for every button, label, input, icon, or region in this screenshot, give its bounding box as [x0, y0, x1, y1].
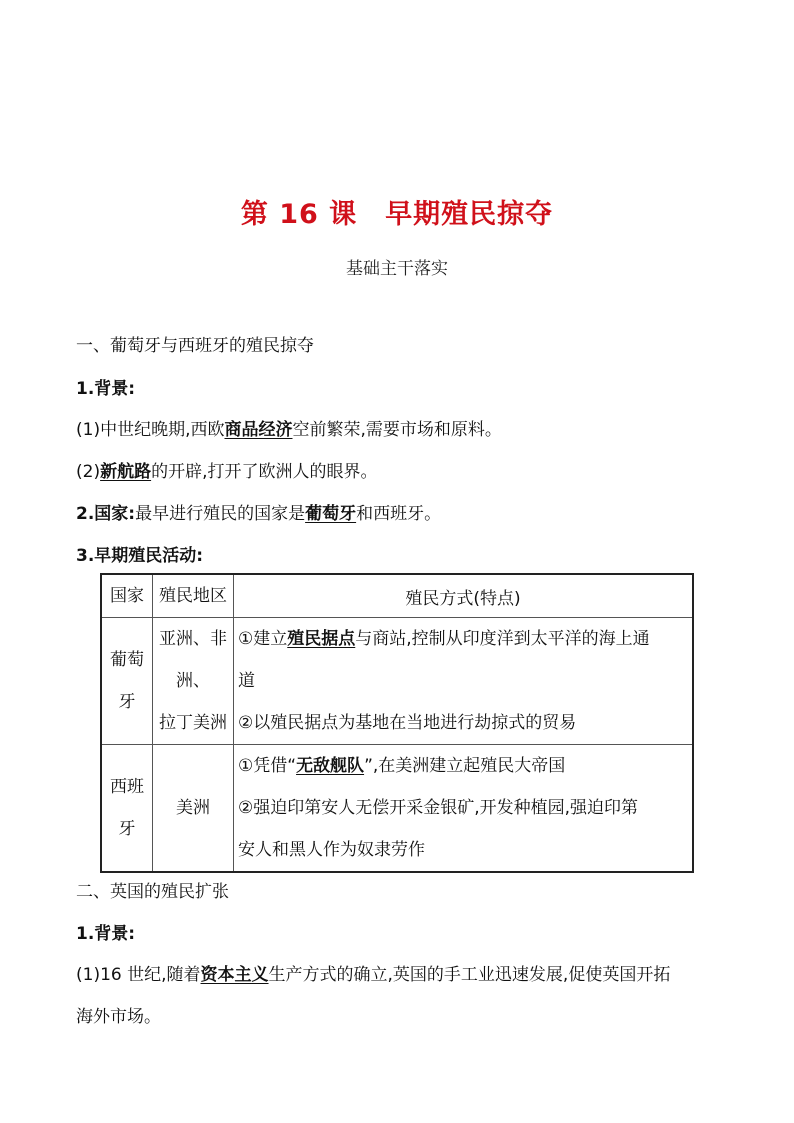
section1-background-item-2 [76, 460, 378, 484]
table-row-spain [101, 745, 693, 873]
section1-background-label: 1.背景: [76, 379, 136, 399]
section2-background-label: 1.背景: [76, 924, 136, 944]
country-label: 2.国家: [76, 504, 136, 524]
cell-region-portugal: 亚洲、非 洲、 拉丁美洲 [153, 618, 234, 745]
section2-heading: 二、英国的殖民扩张 [76, 882, 229, 902]
key-term-invincible-armada: 无敌舰队 [296, 756, 365, 776]
key-term-commodity-economy: 商品经济 [224, 420, 293, 440]
section2-background-item-1-line1: (1)16 世纪,随着资本主义生产方式的确立,英国的手工业迅速发展,促使英国开拓 [76, 965, 671, 985]
key-term-portugal: 葡萄牙 [305, 504, 357, 524]
cell-method-portugal: ①建立殖民据点与商站,控制从印度洋到太平洋的海上通 道 ②以殖民据点为基地在当地进行劫掠式的贸易 [234, 618, 694, 745]
table-header-row [101, 574, 693, 618]
cell-region-spain: 美洲 [153, 745, 234, 873]
header-country: 国家 [101, 574, 153, 618]
section1-country [76, 502, 441, 526]
cell-country-spain: 西班 牙 [101, 745, 153, 873]
key-term-capitalism: 资本主义 [200, 965, 269, 985]
bg1-prefix: (1)中世纪晚期,西欧 [76, 420, 225, 440]
section1-background-item-1 [76, 418, 502, 442]
page-subtitle: 基础主干落实 [346, 259, 448, 279]
country-suffix: 和西班牙。 [356, 504, 442, 524]
key-term-new-sea-route: 新航路 [100, 462, 152, 482]
section1-heading: 一、葡萄牙与西班牙的殖民掠夺 [76, 336, 314, 356]
table-row-portugal [101, 618, 693, 745]
cell-country-portugal: 葡萄 牙 [101, 618, 153, 745]
bg2-prefix: (2) [76, 462, 101, 482]
bg1-suffix: 空前繁荣,需要市场和原料。 [292, 420, 502, 440]
header-method: 殖民方式(特点) [234, 574, 694, 618]
header-region: 殖民地区 [153, 574, 234, 618]
page-title [0, 192, 794, 231]
section1-activity-label: 3.早期殖民活动: [76, 546, 204, 566]
key-term-colonial-outpost: 殖民据点 [287, 629, 356, 649]
section2-background-item-1-line2: 海外市场。 [76, 1007, 161, 1027]
colonial-activities-table [100, 573, 694, 873]
lesson-number: 第 16 课 [240, 199, 358, 230]
cell-method-spain: ①凭借“无敌舰队”,在美洲建立起殖民大帝国 ②强迫印第安人无偿开采金银矿,开发种植园,强迫印第 安人和黑人作为奴隶劳作 [234, 745, 694, 873]
bg2-suffix: 的开辟,打开了欧洲人的眼界。 [151, 462, 378, 482]
country-prefix: 最早进行殖民的国家是 [135, 504, 306, 524]
lesson-name: 早期殖民掠夺 [385, 199, 554, 230]
